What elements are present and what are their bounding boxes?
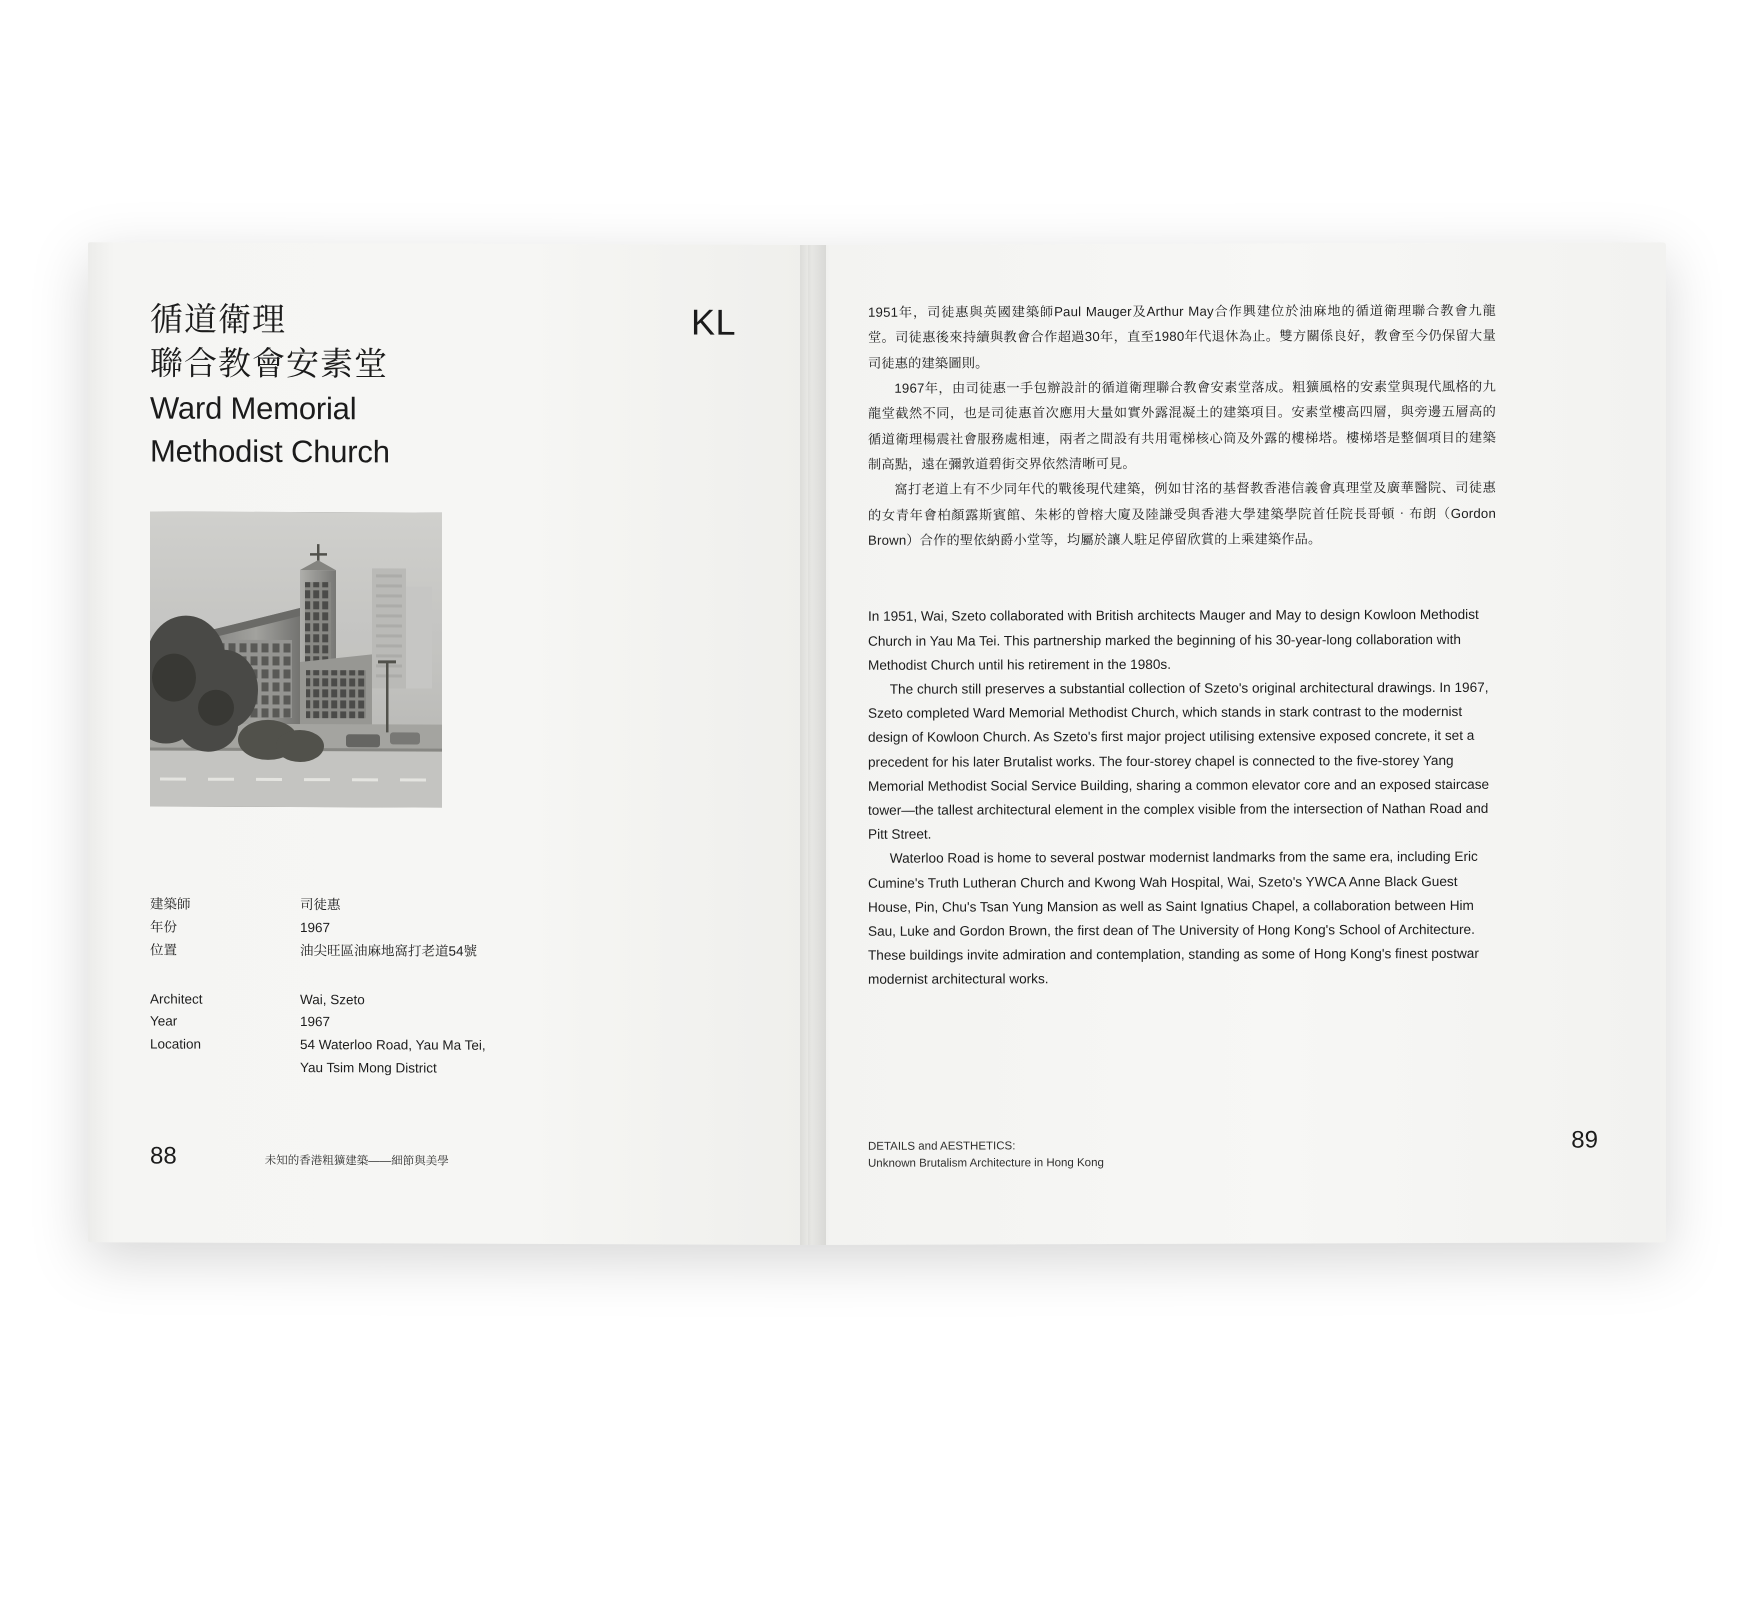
region-code: KL xyxy=(690,301,736,343)
title-block xyxy=(150,297,390,474)
left-page-footer xyxy=(150,1142,449,1171)
metadata-row xyxy=(150,1034,486,1058)
paragraph-zh-2: 1967年，由司徒惠一手包辦設計的循道衛理聯合教會安素堂落成。粗獷風格的安素堂與現代風格的九龍堂截然不同，也是司徒惠首次應用大量如實外露混凝土的建築項目。安素堂樓高四層，與旁邊五層高的循道衛理楊震社會服務處相連，兩者之間設有共用電梯核心筒及外露的樓梯塔。樓梯塔是整個項目的建築制高點，遠在彌敦道碧街交界依然清晰可見。 xyxy=(868,378,1496,472)
right-page xyxy=(808,242,1666,1245)
right-page-footer xyxy=(868,1126,1598,1173)
paragraph-zh-1: 1951年，司徒惠與英國建築師Paul Mauger及Arthur May合作興建位於油麻地的循道衛理聯合教會九龍堂。司徒惠後來持續與教會合作超過30年，直至1980年代退休為止。雙方關係良好，教會至今仍保留大量司徒惠的建築圖則。 xyxy=(868,302,1496,371)
metadata-label: 年份 xyxy=(150,919,177,935)
page-number-left: 88 xyxy=(150,1142,177,1170)
paragraph-en-3: Waterloo Road is home to several postwar modernist landmarks from the same era, including Eric Cumine's Truth Lutheran Church and Kwong Wah Hospital, Wai, Szeto's YWCA Anne Black Guest House, Pin, Chu's Tsan Yung Mansion as well as Saint Ignatius Chapel, a collaboration between Him Sau, Luke and Gordon Brown, the first dean of The University of Hong Kong's School of Architecture. These buildings invite admiration and contemplation, standing as some of Hong Kong's finest postwar modernist architectural works. xyxy=(868,849,1479,988)
metadata-label: Year xyxy=(150,1013,178,1029)
metadata-table-english xyxy=(150,988,486,1081)
metadata-value: Yau Tsim Mong District xyxy=(300,1060,437,1076)
metadata-label xyxy=(150,1057,300,1080)
metadata-value: 司徒惠 xyxy=(300,897,341,913)
book-spread xyxy=(88,245,1666,1245)
metadata-value: Wai, Szeto xyxy=(300,991,365,1007)
metadata-row xyxy=(150,1011,486,1035)
metadata-row xyxy=(150,893,477,917)
running-head-right-line-1: DETAILS and AESTHETICS: xyxy=(868,1139,1016,1153)
metadata-row xyxy=(150,988,486,1012)
running-head-left-line-1: 未知的香港粗獷建築——細節與美學 xyxy=(264,1154,449,1168)
photo-artwork xyxy=(150,511,442,807)
body-text-chinese xyxy=(868,298,1496,553)
building-photograph xyxy=(150,511,442,807)
running-head-right xyxy=(868,1138,1104,1173)
title-chinese-line-1: 循道衛理 xyxy=(150,300,286,338)
metadata-value: 油尖旺區油麻地窩打老道54號 xyxy=(300,942,478,959)
metadata-value: 54 Waterloo Road, Yau Ma Tei, xyxy=(300,1037,486,1054)
metadata-label: Location xyxy=(150,1036,202,1052)
title-row xyxy=(150,297,748,475)
title-chinese-line-2: 聯合教會安素堂 xyxy=(150,344,388,383)
paragraph-en-2: The church still preserves a substantial collection of Szeto's original architectural drawings. In 1967, Szeto completed Ward Memorial Methodist Church, which stands in stark contrast to the modernist design of Kowloon Church. As Szeto's first major project utilising extensive exposed concrete, it set a precedent for his later Brutalist works. The four-storey chapel is connected to the five-storey Yang Memorial Methodist Social Service Building, sharing a common elevator core and an exposed staircase tower—the tallest architectural element in the complex visible from the intersection of Nathan Road and Pitt Street. xyxy=(868,679,1490,842)
body-text-english xyxy=(868,603,1496,992)
title-chinese xyxy=(150,297,390,386)
metadata-row xyxy=(150,916,477,940)
title-english xyxy=(150,388,390,474)
metadata-label: Architect xyxy=(150,991,203,1007)
page-number-right: 89 xyxy=(1571,1126,1598,1154)
paragraph-en-1: In 1951, Wai, Szeto collaborated with British architects Mauger and May to design Kowloon Methodist Church in Yau Ma Tei. This partnership marked the beginning of his 30-year-long collaboration with Methodist Church until his retirement in the 1980s. xyxy=(868,607,1479,673)
metadata-row xyxy=(150,1057,486,1081)
left-page xyxy=(88,242,808,1245)
metadata-label: 位置 xyxy=(150,942,177,958)
metadata-label: 建築師 xyxy=(150,896,191,912)
metadata-value: 1967 xyxy=(300,919,331,936)
metadata-value: 1967 xyxy=(300,1014,331,1030)
running-head-right-line-2: Unknown Brutalism Architecture in Hong Kong xyxy=(868,1156,1104,1170)
running-head-left xyxy=(265,1153,449,1171)
paragraph-zh-3: 窩打老道上有不少同年代的戰後現代建築，例如甘洺的基督教香港信義會真理堂及廣華醫院、司徒惠的女青年會柏顏露斯賓館、朱彬的曾榕大廈及陸謙受與香港大學建築學院首任院長哥頓‧布朗（Gordon Brown）合作的聖依納爵小堂等，均屬於讓人駐足停留欣賞的上乘建築作品。 xyxy=(868,480,1496,548)
metadata-row xyxy=(150,939,477,963)
metadata-block xyxy=(150,893,486,1080)
title-english-line-2: Methodist Church xyxy=(150,433,390,470)
title-english-line-1: Ward Memorial xyxy=(150,390,357,427)
metadata-table-chinese xyxy=(150,893,477,963)
